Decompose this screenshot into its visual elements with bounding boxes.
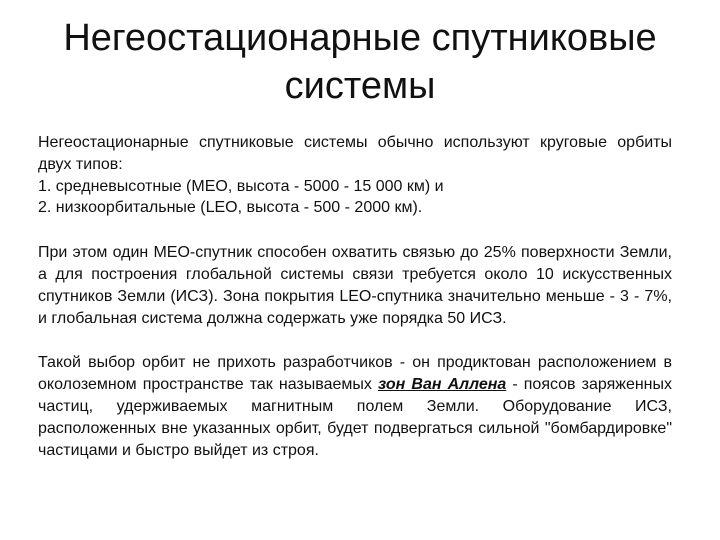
paragraph-van-allen	[38, 352, 672, 461]
title-line-2: системы	[284, 65, 436, 107]
orbit-types-intro: Негеостационарные спутниковые системы обычно используют круговые орбиты двух типов:	[38, 134, 672, 173]
title-line-1: Негеостационарные спутниковые	[63, 17, 657, 59]
van-allen-belts-term: зон Ван Аллена	[377, 376, 507, 394]
orbit-type-leo: 2. низкоорбитальные (LEO, высота - 500 - 2000 км).	[38, 199, 423, 217]
van-allen-text-after: - поясов заряженных частиц, удерживаемых магнитным полем Земли. Оборудование ИСЗ, расположенных вне указанных орбит, будет подвергаться сильной "бомбардировке" частицами и быстро выйдет из строя.	[38, 376, 673, 459]
van-allen-text-before: Такой выбор орбит не прихоть разработчиков - он продиктован расположением в околоземном пространстве так называемых	[38, 354, 672, 394]
paragraph-coverage: При этом один МЕО-спутник способен охватить связью до 25% поверхности Земли, а для построения глобальной системы связи требуется около 10 искусственных спутников Земли (ИСЗ). Зона покрытия LEO-спутника значительно меньше - 3 - 7%, и глобальная система должна содержать уже порядка 50 ИСЗ.	[38, 244, 672, 327]
paragraph-orbit-types	[38, 132, 672, 219]
slide-body	[38, 132, 672, 461]
orbit-type-meo: 1. средневысотные (МЕО, высота - 5000 - 15 000 км) и	[38, 177, 444, 195]
slide-title	[30, 14, 690, 110]
